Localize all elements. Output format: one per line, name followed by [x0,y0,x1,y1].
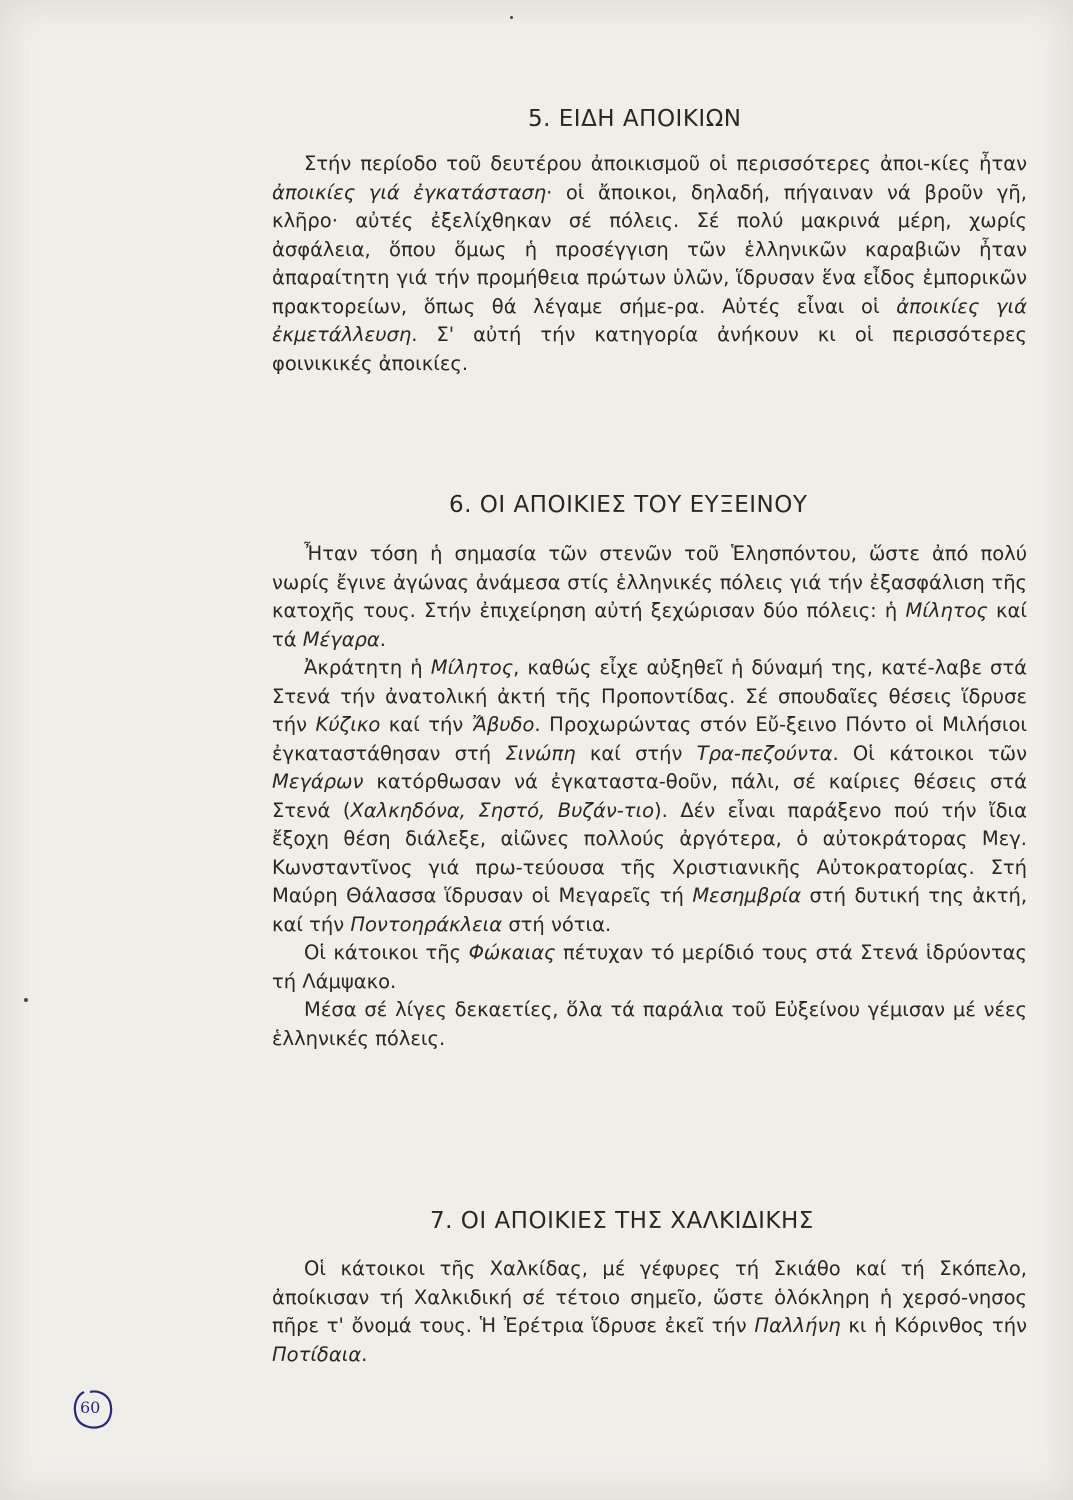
italic-term: Μίλητος [430,656,514,679]
section-5-title: 5. ΕΙΔΗ ΑΠΟΙΚΙΩΝ [528,106,742,132]
italic-term: Μεσημβρία [692,884,802,907]
text-run: Οἱ κάτοικοι τῆς Χαλκίδας, μέ γέφυρες τή Σκιάθο καί τή Σκόπελο, ἀποίκισαν τή Χαλκιδική σέ τέτοιο σημεῖο, ὥστε ὁλόκληρη ἡ χερσό-νησος πῆρε τ' ὄνομά τους. Ἡ Ἐρέτρια ἵδρυσε ἐκεῖ τήν [272,1257,1027,1337]
text-run: καί τά [272,599,1027,651]
text-run: καί στήν [575,741,697,765]
italic-term: ἀποικίες γιά ἐγκατάσταση [272,180,547,204]
text-run: Οἱ κάτοικοι τῆς [304,941,469,964]
text-run: . Σ' αὐτή τήν κατηγορία ἀνήκουν κι οἱ περισσότερες φοινικικές ἀποικίες. [272,323,1027,375]
section-6-body [272,540,1027,1053]
page-number-badge [70,1388,116,1432]
section-6-title: 6. ΟΙ ΑΠΟΙΚΙΕΣ ΤΟΥ ΕΥΞΕΙΝΟΥ [449,492,808,518]
text-run: · οἱ ἄποικοι, δηλαδή, πήγαιναν νά βροῦν γῆ, κλῆρο· αὐτές ἐξελίχθηκαν σέ πόλεις. Σέ πολύ μακρινά μέρη, χωρίς ἀσφάλεια, ὅπου ὅμως ἡ προσέγγιση τῶν ἑλληνικῶν καραβιῶν ἦταν ἀπαραίτητη γιά τήν προμήθεια πρώτων ὑλῶν, ἵδρυσαν ἕνα εἶδος ἐμπορικῶν πρακτορείων, ὅπως θά λέγαμε σήμε-ρα. Αὐτές εἶναι οἱ [272,180,1027,318]
italic-term: Χαλκηδόνα, Σηστό, Βυζάν-τιο [350,798,655,822]
text-run: . Οἱ κάτοικοι τῶν [832,741,1027,765]
italic-term: Παλλήνη [754,1314,841,1337]
page-number: 60 [80,1398,101,1417]
text-run: πέτυχαν τό μερίδιό τους στά Στενά ἱδρύοντας τή Λάμψακο. [272,941,1027,993]
text-run: στή νότια. [502,912,612,936]
text-run: καί τήν [380,713,472,736]
text-run: Ἀκράτητη ἡ [304,656,431,679]
italic-term: Μεγάρων [272,770,364,793]
scan-speck [24,998,28,1002]
italic-term: Κύζικο [315,713,381,736]
italic-term: Μέγαρα [302,627,380,651]
italic-term: Ποτίδαια [272,1342,362,1366]
section-7-body [272,1255,1027,1369]
text-run: κι ἡ Κόρινθος τήν [840,1314,1027,1337]
section-7-title: 7. ΟΙ ΑΠΟΙΚΙΕΣ ΤΗΣ ΧΑΛΚΙΔΙΚΗΣ [430,1208,814,1234]
text-run: . Προχωρώντας στόν Εὔ-ξεινο Πόντο οἱ Μιλήσιοι ἐγκαταστάθησαν στή [272,713,1027,765]
text-run: . [361,1342,368,1366]
scan-speck [510,16,513,19]
text-run: , καθώς εἶχε αὐξηθεῖ ἡ δύναμή της, κατέ-λαβε στά Στενά τήν ἀνατολική ἀκτή τῆς Προποντίδας. Σέ σπουδαῖες θέσεις ἵδρυσε τήν [272,656,1027,736]
section-6-paragraph-1 [272,540,1027,654]
text-run: ). Δέν εἶναι παράξενο πού τήν ἴδια ἔξοχη θέση διάλεξε, αἰῶνες πολλούς ἀργότερα, ὁ αὐτοκράτορας Μεγ. Κωνσταντῖνος γιά πρω-τεύουσα τῆς Χριστιανικῆς Αὐτοκρατορίας. Στή Μαύρη Θάλασσα ἵδρυσαν οἱ Μεγαρεῖς τή [272,798,1027,907]
text-run: . [379,627,386,651]
italic-term: Φώκαιας [468,941,556,964]
italic-term: Σινώπη [505,741,576,765]
italic-term: Ἄβυδο [471,713,535,736]
text-run: στή δυτική της ἀκτή, καί τήν [272,884,1028,936]
section-5-paragraph [272,150,1027,378]
italic-term: Ποντοηράκλεια [350,912,503,936]
section-6-paragraph-2 [272,654,1027,939]
text-run: κατόρθωσαν νά ἐγκαταστα-θοῦν, πάλι, σέ καίριες θέσεις στά Στενά ( [272,770,1027,822]
section-5-body [272,150,1027,378]
italic-term: Μίλητος [905,599,988,622]
text-run: Ἦταν τόση ἡ σημασία τῶν στενῶν τοῦ Ἑλησπόντου, ὥστε ἀπό πολύ νωρίς ἔγινε ἀγώνας ἀνάμεσα στίς ἑλληνικές πόλεις γιά τήν ἐξασφάλιση τῆς κατοχῆς τους. Στήν ἐπιχείρηση αὐτή ξεχώρισαν δύο πόλεις: ἡ [272,542,1027,622]
section-6-paragraph-4: Μέσα σέ λίγες δεκαετίες, ὅλα τά παράλια τοῦ Εὐξείνου γέμισαν μέ νέες ἑλληνικές πόλεις. [272,998,1027,1050]
section-7-paragraph [272,1255,1027,1369]
section-6-paragraph-3 [272,939,1027,996]
text-run: Στήν περίοδο τοῦ δευτέρου ἀποικισμοῦ οἱ περισσότερες ἀποι-κίες ἦταν [304,152,1027,175]
italic-term: ἀποικίες γιά ἐκμετάλλευση [272,294,1027,346]
italic-term: Τρα-πεζούντα [696,741,833,765]
